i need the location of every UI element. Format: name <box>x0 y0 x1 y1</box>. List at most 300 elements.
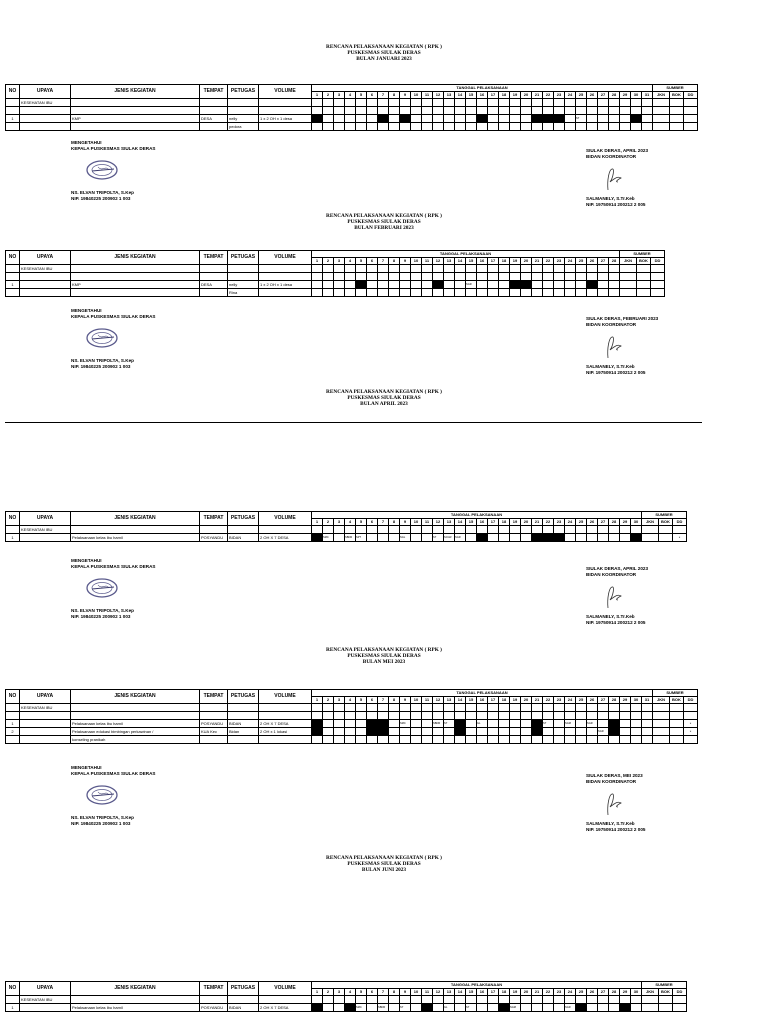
header-no: NO <box>6 512 20 526</box>
cell-empty <box>6 99 20 107</box>
cell-empty <box>455 273 466 281</box>
title-line-1: RENCANA PELAKSANAAN KEGIATAN ( RPK ) <box>326 213 442 219</box>
scheduled-day-cell <box>609 728 620 736</box>
day-cell <box>389 534 400 542</box>
cell-empty <box>598 273 609 281</box>
cell-empty <box>411 289 422 297</box>
cell-empty <box>521 289 532 297</box>
day-cell <box>554 728 565 736</box>
cell-empty <box>598 704 609 712</box>
rpk-table <box>5 250 665 297</box>
header-petugas: PETUGAS <box>228 690 259 704</box>
header-day: 2 <box>323 697 334 704</box>
scheduled-day-cell <box>400 115 411 123</box>
header-day: 26 <box>587 697 598 704</box>
day-cell: ST <box>466 1004 477 1012</box>
title-line-1: RENCANA PELAKSANAAN KEGIATAN ( RPK ) <box>326 44 442 50</box>
cell-empty <box>587 265 598 273</box>
cell-empty <box>422 265 433 273</box>
cell-empty <box>521 273 532 281</box>
cell-empty <box>532 265 543 273</box>
cell-empty <box>466 526 477 534</box>
cell-empty <box>20 712 71 720</box>
header-tanggal: TANGGAL PELAKSANAAN <box>312 982 642 989</box>
cell-empty <box>620 289 637 297</box>
cell-empty <box>334 107 345 115</box>
cell-empty <box>367 99 378 107</box>
cell-empty <box>400 704 411 712</box>
header-no: NO <box>6 690 20 704</box>
header-day: 4 <box>345 258 356 265</box>
cell-empty <box>312 736 323 744</box>
cell-empty <box>554 736 565 744</box>
cell-empty <box>455 736 466 744</box>
day-cell: SGM <box>510 1004 521 1012</box>
cell-empty <box>6 704 20 712</box>
header-day: 5 <box>356 519 367 526</box>
day-cell <box>631 1004 642 1012</box>
day-cell <box>334 534 345 542</box>
header-tempat: TEMPAT <box>200 690 228 704</box>
cell-empty <box>444 526 455 534</box>
cell-dd <box>673 1004 687 1012</box>
cell-empty <box>609 289 620 297</box>
day-cell: ST <box>400 1004 411 1012</box>
cell-empty <box>389 107 400 115</box>
cell-empty <box>20 107 71 115</box>
header-day: 21 <box>532 989 543 996</box>
cell-empty <box>228 273 259 281</box>
cell-empty <box>466 265 477 273</box>
day-cell: ST <box>543 720 554 728</box>
header-day: 6 <box>367 258 378 265</box>
header-bok: BOK <box>670 697 684 704</box>
day-cell <box>345 728 356 736</box>
cell-empty <box>543 107 554 115</box>
kepala-name: NS. ELVAN TRIPOLTA, S.Kep <box>71 815 134 820</box>
cell-empty <box>228 107 259 115</box>
cell-empty <box>684 107 698 115</box>
cell-volume: 2 OH X 7 DESA <box>259 720 312 728</box>
cell-jkn <box>642 1004 659 1012</box>
cell-empty <box>521 526 532 534</box>
cell-empty <box>477 712 488 720</box>
cell-empty <box>6 289 20 297</box>
cell-empty <box>323 289 334 297</box>
header-day: 22 <box>543 258 554 265</box>
cell-empty <box>631 712 642 720</box>
day-cell <box>565 115 576 123</box>
header-day: 28 <box>609 519 620 526</box>
day-cell <box>620 534 631 542</box>
day-cell <box>411 728 422 736</box>
header-day: 5 <box>356 989 367 996</box>
cell-empty <box>200 704 228 712</box>
cell-empty <box>312 123 323 131</box>
header-day: 24 <box>565 697 576 704</box>
table-row <box>6 281 665 289</box>
day-cell <box>411 115 422 123</box>
header-sumber: SUMBER <box>642 982 687 989</box>
cell-empty <box>587 273 598 281</box>
sign-city-date: SIULAK DERAS, APRIL 2023 <box>586 148 649 153</box>
cell-empty <box>200 736 228 744</box>
cell-empty <box>422 289 433 297</box>
cell-empty <box>653 704 670 712</box>
scheduled-day-cell <box>543 115 554 123</box>
day-cell <box>367 281 378 289</box>
header-day: 12 <box>433 519 444 526</box>
cell-empty <box>433 704 444 712</box>
day-cell <box>488 728 499 736</box>
header-day: 31 <box>642 92 653 99</box>
header-day: 25 <box>576 697 587 704</box>
koordinator-nip: NIP. 19750914 200212 2 005 <box>586 370 646 375</box>
scheduled-day-cell <box>609 720 620 728</box>
header-day: 10 <box>411 697 422 704</box>
header-day: 22 <box>543 519 554 526</box>
table-row <box>6 720 698 728</box>
header-day: 14 <box>455 697 466 704</box>
header-day: 31 <box>642 697 653 704</box>
scheduled-day-cell <box>378 720 389 728</box>
cell-empty <box>200 273 228 281</box>
cell-jenis-kegiatan-cont <box>71 289 200 297</box>
header-jkn: JKN <box>642 519 659 526</box>
cell-empty <box>422 123 433 131</box>
header-day: 27 <box>598 258 609 265</box>
cell-empty <box>521 704 532 712</box>
cell-no: 2 <box>6 728 20 736</box>
header-no: NO <box>6 982 20 996</box>
day-cell <box>642 728 653 736</box>
cell-empty <box>543 265 554 273</box>
cell-empty <box>499 123 510 131</box>
day-cell <box>334 720 345 728</box>
day-cell <box>444 728 455 736</box>
cell-empty <box>20 736 71 744</box>
header-upaya: UPAYA <box>20 85 71 99</box>
cell-upaya <box>20 1004 71 1012</box>
cell-empty <box>323 107 334 115</box>
cell-empty <box>477 273 488 281</box>
cell-empty <box>576 107 587 115</box>
title-month: BULAN JANUARI 2023 <box>356 56 412 63</box>
cell-empty <box>642 99 653 107</box>
cell-empty <box>576 736 587 744</box>
mengetahui-label: MENGETAHUI <box>71 765 102 770</box>
cell-empty <box>587 712 598 720</box>
cell-empty <box>367 526 378 534</box>
day-cell <box>510 534 521 542</box>
header-day: 20 <box>521 989 532 996</box>
cell-bok <box>670 115 684 123</box>
header-day: 23 <box>554 258 565 265</box>
cell-empty <box>532 526 543 534</box>
stamp-seal <box>84 327 120 354</box>
cell-empty <box>499 289 510 297</box>
cell-empty <box>71 704 200 712</box>
header-day: 16 <box>477 519 488 526</box>
title-line-2: PUSKESMAS SIULAK DERAS <box>347 395 421 402</box>
day-cell <box>312 281 323 289</box>
day-cell: ST <box>576 115 587 123</box>
header-day: 11 <box>422 989 433 996</box>
cell-empty <box>670 107 684 115</box>
cell-empty <box>378 712 389 720</box>
header-day: 17 <box>488 519 499 526</box>
day-cell <box>411 534 422 542</box>
header-day: 20 <box>521 258 532 265</box>
cell-empty <box>587 107 598 115</box>
cell-empty <box>576 123 587 131</box>
cell-empty <box>411 996 422 1004</box>
cell-empty <box>576 712 587 720</box>
cell-empty <box>411 123 422 131</box>
cell-empty <box>259 273 312 281</box>
cell-empty <box>466 289 477 297</box>
day-cell <box>576 728 587 736</box>
cell-empty <box>587 996 598 1004</box>
cell-empty <box>576 996 587 1004</box>
day-cell <box>389 1004 400 1012</box>
header-day: 21 <box>532 697 543 704</box>
header-day: 17 <box>488 92 499 99</box>
cell-empty <box>510 99 521 107</box>
sign-city-date: SIULAK DERAS, MEI 2023 <box>586 773 643 778</box>
cell-empty <box>466 273 477 281</box>
header-day: 1 <box>312 92 323 99</box>
cell-empty <box>653 736 670 744</box>
cell-empty <box>620 996 631 1004</box>
koordinator-role: BIDAN KOORDINATOR <box>586 322 637 327</box>
cell-empty <box>565 99 576 107</box>
sign-city-date: SIULAK DERAS, APRIL 2023 <box>586 566 649 571</box>
cell-empty <box>400 526 411 534</box>
cell-empty <box>532 712 543 720</box>
cell-empty <box>576 526 587 534</box>
cell-empty <box>554 996 565 1004</box>
cell-empty <box>228 99 259 107</box>
day-cell: SGR <box>466 281 477 289</box>
cell-empty <box>477 289 488 297</box>
cell-empty <box>543 526 554 534</box>
cell-empty <box>367 265 378 273</box>
day-cell: SMC <box>323 534 334 542</box>
header-day: 18 <box>499 697 510 704</box>
header-day: 26 <box>587 258 598 265</box>
koordinator-nip: NIP. 19750914 200212 2 005 <box>586 620 646 625</box>
header-day: 9 <box>400 258 411 265</box>
cell-empty <box>488 736 499 744</box>
header-day: 26 <box>587 989 598 996</box>
header-day: 13 <box>444 519 455 526</box>
header-day: 12 <box>433 92 444 99</box>
cell-empty <box>576 704 587 712</box>
cell-empty <box>554 289 565 297</box>
day-cell <box>477 281 488 289</box>
header-day: 4 <box>345 989 356 996</box>
cell-empty <box>466 99 477 107</box>
cell-empty <box>670 99 684 107</box>
scheduled-day-cell <box>477 534 488 542</box>
cell-bok <box>659 534 673 542</box>
day-cell <box>433 1004 444 1012</box>
table-row-continuation <box>6 123 698 131</box>
scheduled-day-cell <box>532 720 543 728</box>
header-upaya: UPAYA <box>20 982 71 996</box>
cell-empty <box>345 273 356 281</box>
cell-empty <box>620 265 637 273</box>
cell-empty <box>444 289 455 297</box>
header-no: NO <box>6 85 20 99</box>
cell-empty <box>642 123 653 131</box>
kepala-name: NS. ELVAN TRIPOLTA, S.Kep <box>71 608 134 613</box>
cell-empty <box>510 736 521 744</box>
header-tempat: TEMPAT <box>200 85 228 99</box>
header-day: 10 <box>411 519 422 526</box>
header-day: 20 <box>521 92 532 99</box>
header-day: 3 <box>334 519 345 526</box>
day-cell <box>587 115 598 123</box>
header-day: 17 <box>488 697 499 704</box>
cell-empty <box>554 273 565 281</box>
header-dd: DD <box>673 519 687 526</box>
scheduled-day-cell <box>345 1004 356 1012</box>
cell-empty <box>312 712 323 720</box>
cell-empty <box>532 107 543 115</box>
sign-city-date: SIULAK DERAS, FEBRUARI 2023 <box>586 316 659 321</box>
header-day: 13 <box>444 92 455 99</box>
header-day: 2 <box>323 989 334 996</box>
cell-empty <box>532 123 543 131</box>
day-cell <box>554 1004 565 1012</box>
cell-empty <box>422 996 433 1004</box>
cell-empty <box>488 526 499 534</box>
header-day: 28 <box>609 989 620 996</box>
day-cell <box>367 115 378 123</box>
day-cell <box>642 720 653 728</box>
cell-empty <box>684 704 698 712</box>
header-volume: VOLUME <box>259 85 312 99</box>
cell-empty <box>400 273 411 281</box>
cell-jenis-kegiatan: Pelaksanaan kelas ibu hamil <box>71 534 200 542</box>
cell-empty <box>6 273 20 281</box>
day-cell <box>576 281 587 289</box>
scheduled-day-cell <box>477 115 488 123</box>
cell-empty <box>356 265 367 273</box>
day-cell <box>543 728 554 736</box>
scheduled-day-cell <box>312 534 323 542</box>
cell-empty <box>466 996 477 1004</box>
header-day: 7 <box>378 519 389 526</box>
cell-empty <box>345 99 356 107</box>
header-day: 16 <box>477 92 488 99</box>
day-cell: SMC <box>400 720 411 728</box>
scheduled-day-cell <box>367 728 378 736</box>
header-day: 7 <box>378 989 389 996</box>
cell-empty <box>598 712 609 720</box>
header-day: 18 <box>499 519 510 526</box>
cell-empty <box>620 107 631 115</box>
kesehatan-ibu-label: KESEHATAN IBU <box>20 704 71 712</box>
header-day: 5 <box>356 697 367 704</box>
kesehatan-ibu-label: KESEHATAN IBU <box>20 99 71 107</box>
cell-volume: 2 OH x 1 lokasi <box>259 728 312 736</box>
cell-empty <box>312 265 323 273</box>
cell-empty <box>6 123 20 131</box>
header-day: 3 <box>334 697 345 704</box>
header-sumber: SUMBER <box>620 251 665 258</box>
day-cell <box>521 728 532 736</box>
day-cell <box>367 534 378 542</box>
cell-empty <box>389 265 400 273</box>
header-day: 24 <box>565 92 576 99</box>
cell-empty <box>259 526 312 534</box>
cell-empty <box>499 265 510 273</box>
cell-empty <box>684 99 698 107</box>
cell-empty <box>565 704 576 712</box>
cell-empty <box>378 107 389 115</box>
scheduled-day-cell <box>378 728 389 736</box>
cell-empty <box>334 996 345 1004</box>
cell-empty <box>637 273 651 281</box>
cell-empty <box>554 107 565 115</box>
signature-kepala <box>71 140 155 152</box>
cell-empty <box>422 99 433 107</box>
scheduled-day-cell <box>554 534 565 542</box>
cell-empty <box>200 123 228 131</box>
day-cell <box>510 720 521 728</box>
cell-no: 1 <box>6 720 20 728</box>
cell-empty <box>200 996 228 1004</box>
day-cell: ST <box>444 720 455 728</box>
cell-empty <box>609 107 620 115</box>
header-dd: DD <box>651 258 665 265</box>
cell-empty <box>444 265 455 273</box>
header-day: 1 <box>312 519 323 526</box>
table-row-continuation <box>6 736 698 744</box>
cell-empty <box>389 273 400 281</box>
header-bok: BOK <box>659 989 673 996</box>
cell-jenis-kegiatan: KMP <box>71 281 200 289</box>
kesehatan-ibu-label: KESEHATAN IBU <box>20 526 71 534</box>
cell-empty <box>367 704 378 712</box>
cell-empty <box>554 704 565 712</box>
header-dd: DD <box>684 697 698 704</box>
header-tanggal: TANGGAL PELAKSANAAN <box>312 251 620 258</box>
cell-empty <box>200 712 228 720</box>
cell-empty <box>598 99 609 107</box>
header-volume: VOLUME <box>259 251 312 265</box>
cell-empty <box>521 712 532 720</box>
header-day: 28 <box>609 258 620 265</box>
header-day: 12 <box>433 258 444 265</box>
header-bok: BOK <box>670 92 684 99</box>
cell-empty <box>378 996 389 1004</box>
header-jkn: JKN <box>653 92 670 99</box>
handwritten-signature <box>603 334 625 365</box>
cell-empty <box>356 996 367 1004</box>
cell-empty <box>228 265 259 273</box>
cell-empty <box>345 265 356 273</box>
cell-tempat: DESA <box>200 115 228 123</box>
cell-volume: 1 x 2 OH x 1 desa <box>259 115 312 123</box>
header-day: 11 <box>422 258 433 265</box>
cell-empty <box>400 265 411 273</box>
cell-empty <box>565 107 576 115</box>
rpk-table <box>5 689 698 744</box>
